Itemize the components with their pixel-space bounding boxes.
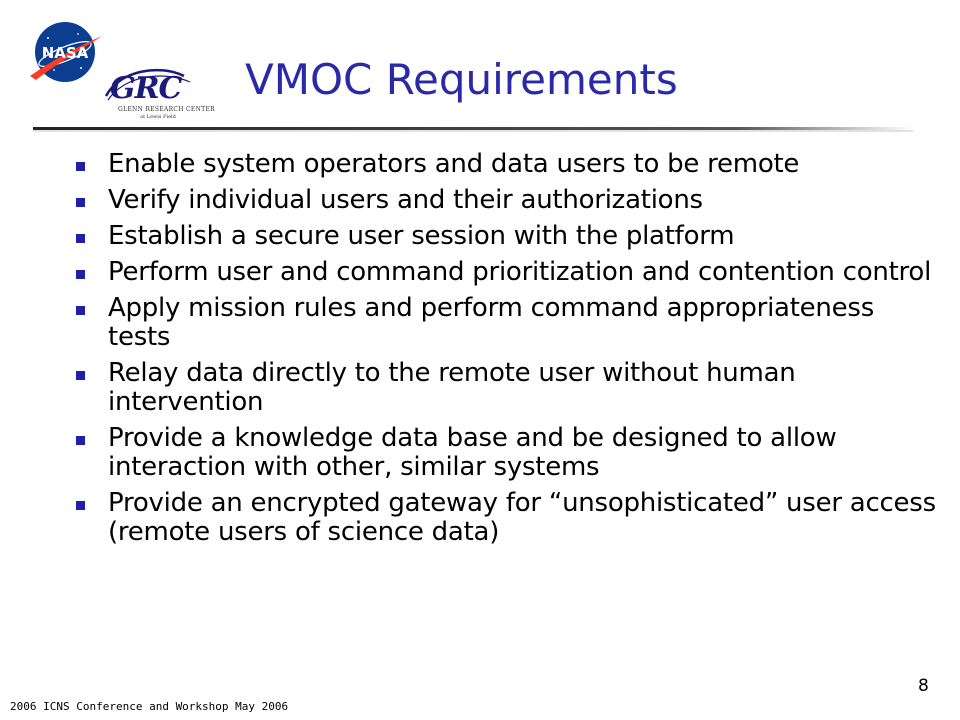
bullet-text: Establish a secure user session with the platform	[108, 221, 735, 251]
bullet-square-icon	[76, 270, 85, 279]
list-item	[76, 222, 936, 251]
requirements-list	[76, 150, 936, 554]
bullet-square-icon	[76, 306, 85, 315]
list-item	[76, 489, 936, 547]
footer-text: 2006 ICNS Conference and Workshop May 2006	[10, 700, 289, 713]
bullet-square-icon	[76, 162, 85, 171]
bullet-text: Verify individual users and their authorizations	[108, 185, 703, 215]
list-item	[76, 359, 936, 417]
bullet-square-icon	[76, 198, 85, 207]
nasa-logo-text: NASA	[41, 44, 89, 62]
bullet-square-icon	[76, 501, 85, 510]
bullet-text: Provide a knowledge data base and be designed to allow interaction with other, similar systems	[108, 423, 837, 482]
slide-title: VMOC Requirements	[245, 55, 678, 104]
list-item	[76, 150, 936, 179]
nasa-logo-star	[47, 37, 49, 39]
list-item	[76, 294, 936, 352]
list-item	[76, 186, 936, 215]
list-item	[76, 424, 936, 482]
nasa-logo-star	[80, 67, 82, 69]
bullet-text: Relay data directly to the remote user without human intervention	[108, 358, 796, 417]
bullet-square-icon	[76, 371, 85, 380]
nasa-logo	[26, 18, 104, 86]
bullet-text: Provide an encrypted gateway for “unsophisticated” user access (remote users of science data)	[108, 488, 936, 547]
grc-logo	[100, 66, 215, 122]
bullet-text: Apply mission rules and perform command appropriateness tests	[108, 293, 874, 352]
bullet-text: Enable system operators and data users to be remote	[108, 149, 800, 179]
bullet-square-icon	[76, 436, 85, 445]
list-item	[76, 258, 936, 287]
grc-logo-text: GRC	[110, 71, 182, 106]
grc-logo-location: at Lewis Field	[140, 114, 176, 120]
bullet-text: Perform user and command prioritization and contention control	[108, 257, 932, 287]
title-divider	[33, 127, 913, 133]
nasa-logo-star	[53, 69, 55, 71]
grc-logo-subtitle: GLENN RESEARCH CENTER	[118, 106, 215, 113]
nasa-logo-star	[77, 33, 79, 35]
page-number: 8	[918, 676, 929, 696]
bullet-square-icon	[76, 234, 85, 243]
